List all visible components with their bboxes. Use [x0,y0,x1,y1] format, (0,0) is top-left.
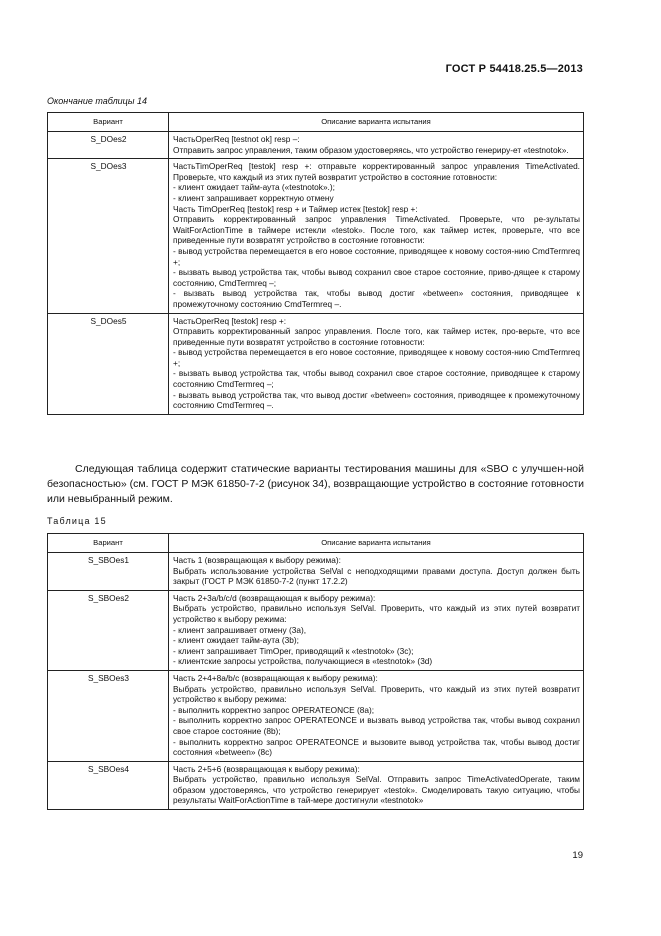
description-cell [169,590,584,670]
description-line: Отправить корректированный запрос управления TimeActivated. Проверьте, что ре-зультаты WaitForActionTime в таймере истекли «testok». После того, как таймер истек, проверьте, что все приведенные пути возвратят устройство в состояние готовности: [173,214,580,246]
description-line: Выбрать устройство, правильно используя SelVal. Проверить, что каждый из этих путей возвратит устройство к выбору режима: [173,683,580,705]
variant-cell: S_SBOes2 [48,590,169,670]
description-line: Часть 2+5+6 (возвращающая к выбору режима): [173,763,360,774]
description-line: - клиент запрашивает корректную отмену [173,192,334,203]
table-15-body [48,553,584,810]
variant-cell: S_DOes5 [48,313,169,414]
table-row [48,132,584,159]
page-number: 19 [572,850,583,861]
description-line: Выбрать устройство, правильно используя SelVal. Проверить, что каждый из этих путей возвратит устройство к выбору режима: [173,603,580,624]
description-line: Выбрать устройство, правильно используя SelVal. Отправить запрос TimeActivatedOperate, таким образом удостоверяясь, что устройство генерирует «testok». Смоделировать такую ситуацию, чтобы результаты WaitForActionTime в тай-мере достигнули «testnotok» [173,774,580,806]
table-14-caption: Окончание таблицы 14 [47,96,147,106]
variant-cell: S_DOes2 [48,132,169,159]
description-line: ЧастьOperReq [testok] resp +: [173,315,287,326]
description-line: - выполнить корректно запрос OPERATEONCE (8a); [173,704,375,715]
description-line: ЧастьTimOperReq [testok] resp +: отправьте корректированный запрос управления TimeActivated. Проверьте, что каждый из этих путей возвратит устройство в состояние готовности: [173,161,580,182]
description-line: Часть TimOperReq [testok] resp + и Таймер истек [testok] resp +: [173,203,418,214]
description-line: - вывод устройства перемещается в его новое состояние, приводящее к новому состоя-нию CmdTermreq +; [173,245,580,267]
description-line: Отправить запрос управления, таким образом удостоверяясь, что устройство генериру-ет «testnotok». [173,144,569,155]
variant-cell: S_SBOes3 [48,670,169,761]
description-line: - клиент запрашивает TimOper, приводящий к «testnotok» (3c); [173,645,414,656]
table-row [48,670,584,761]
document-code: ГОСТ Р 54418.25.5—2013 [445,63,583,75]
description-line: Часть 2+4+8a/b/c (возвращающая к выбору режима): [173,672,378,683]
table-15 [47,533,584,810]
description-line: Отправить корректированный запрос управления. После того, как таймер истек, про-верьте, что все приведенные пути возвратят устройство в состояние готовности: [173,326,580,347]
column-header-description: Описание варианта испытания [169,534,584,553]
description-line: - вызвать вывод устройства так, чтобы вывод сохранил свое старое состояние, приводящее к старому состоянию CmdTermreq –; [173,368,580,390]
table-15-caption: Таблица 15 [47,516,107,526]
column-header-variant: Вариант [48,534,169,553]
description-line: Часть 1 (возвращающая к выбору режима): [173,555,341,565]
description-line: - клиентские запросы устройства, получающиеся в «testnotok» (3d) [173,656,433,667]
table-row [48,761,584,809]
description-cell [169,132,584,159]
table-row [48,590,584,670]
column-header-description: Описание варианта испытания [169,113,584,132]
description-line: Выбрать использование устройства SelVal с неподходящими правами доступа. Доступ должен быть закрыт (ГОСТ Р МЭК 61850-7-2 (пункт 17.2.2) [173,565,580,587]
table-row [48,553,584,591]
variant-cell: S_DOes3 [48,159,169,313]
body-paragraph: Следующая таблица содержит статические варианты тестирования машины для «SBO с улучшен-ной безопасностью» (см. ГОСТ Р МЭК 61850-7-2 (рисунок 34), возвращающие устройство в состояние готовности или невыбранный режим. [47,463,584,505]
description-line: - клиент ожидает тайм-аута (3b); [173,635,299,646]
description-line: - выполнить корректно запрос OPERATEONCE и вызвать вывод устройства так, чтобы вывод сохранил свое старое состояние (8b); [173,715,580,736]
table-14-body [48,132,584,415]
description-line: - вывод устройства перемещается в его новое состояние, приводящее к новому состоя-нию CmdTermreq +; [173,347,580,368]
description-cell [169,761,584,809]
description-cell [169,313,584,414]
table-14 [47,112,584,415]
table-header-row [48,113,584,132]
description-cell [169,553,584,591]
description-line: ЧастьOperReq [testnot ok] resp –: [173,134,300,144]
table-row [48,159,584,313]
variant-cell: S_SBOes4 [48,761,169,809]
description-line: - вызвать вывод устройства так, чтобы вывод сохранил свое старое состояние, приво-дящее к старому состоянию, CmdTermreq –; [173,267,580,288]
description-line: - клиент ожидает тайм-аута («testnotok».); [173,182,335,193]
description-line: Часть 2+3a/b/c/d (возвращающая к выбору режима): [173,592,376,603]
variant-cell: S_SBOes1 [48,553,169,591]
table-header-row [48,534,584,553]
description-line: - вызвать вывод устройства так, чтобы вывод достиг «between» состояния, приводящее к промежуточному состоянию CmdTermreq –. [173,288,580,309]
column-header-variant: Вариант [48,113,169,132]
table-row [48,313,584,414]
description-line: - вызвать вывод устройства так, что вывод достиг «between» состояния, приводящее к промежуточному состоянию CmdTermreq –. [173,389,580,411]
description-cell [169,159,584,313]
description-cell [169,670,584,761]
description-line: - выполнить корректно запрос OPERATEONCE и вызовите вывод устройства так, чтобы вывод достиг состояния «between» (8c) [173,736,580,758]
description-line: - клиент запрашивает отмену (3a), [173,624,307,635]
